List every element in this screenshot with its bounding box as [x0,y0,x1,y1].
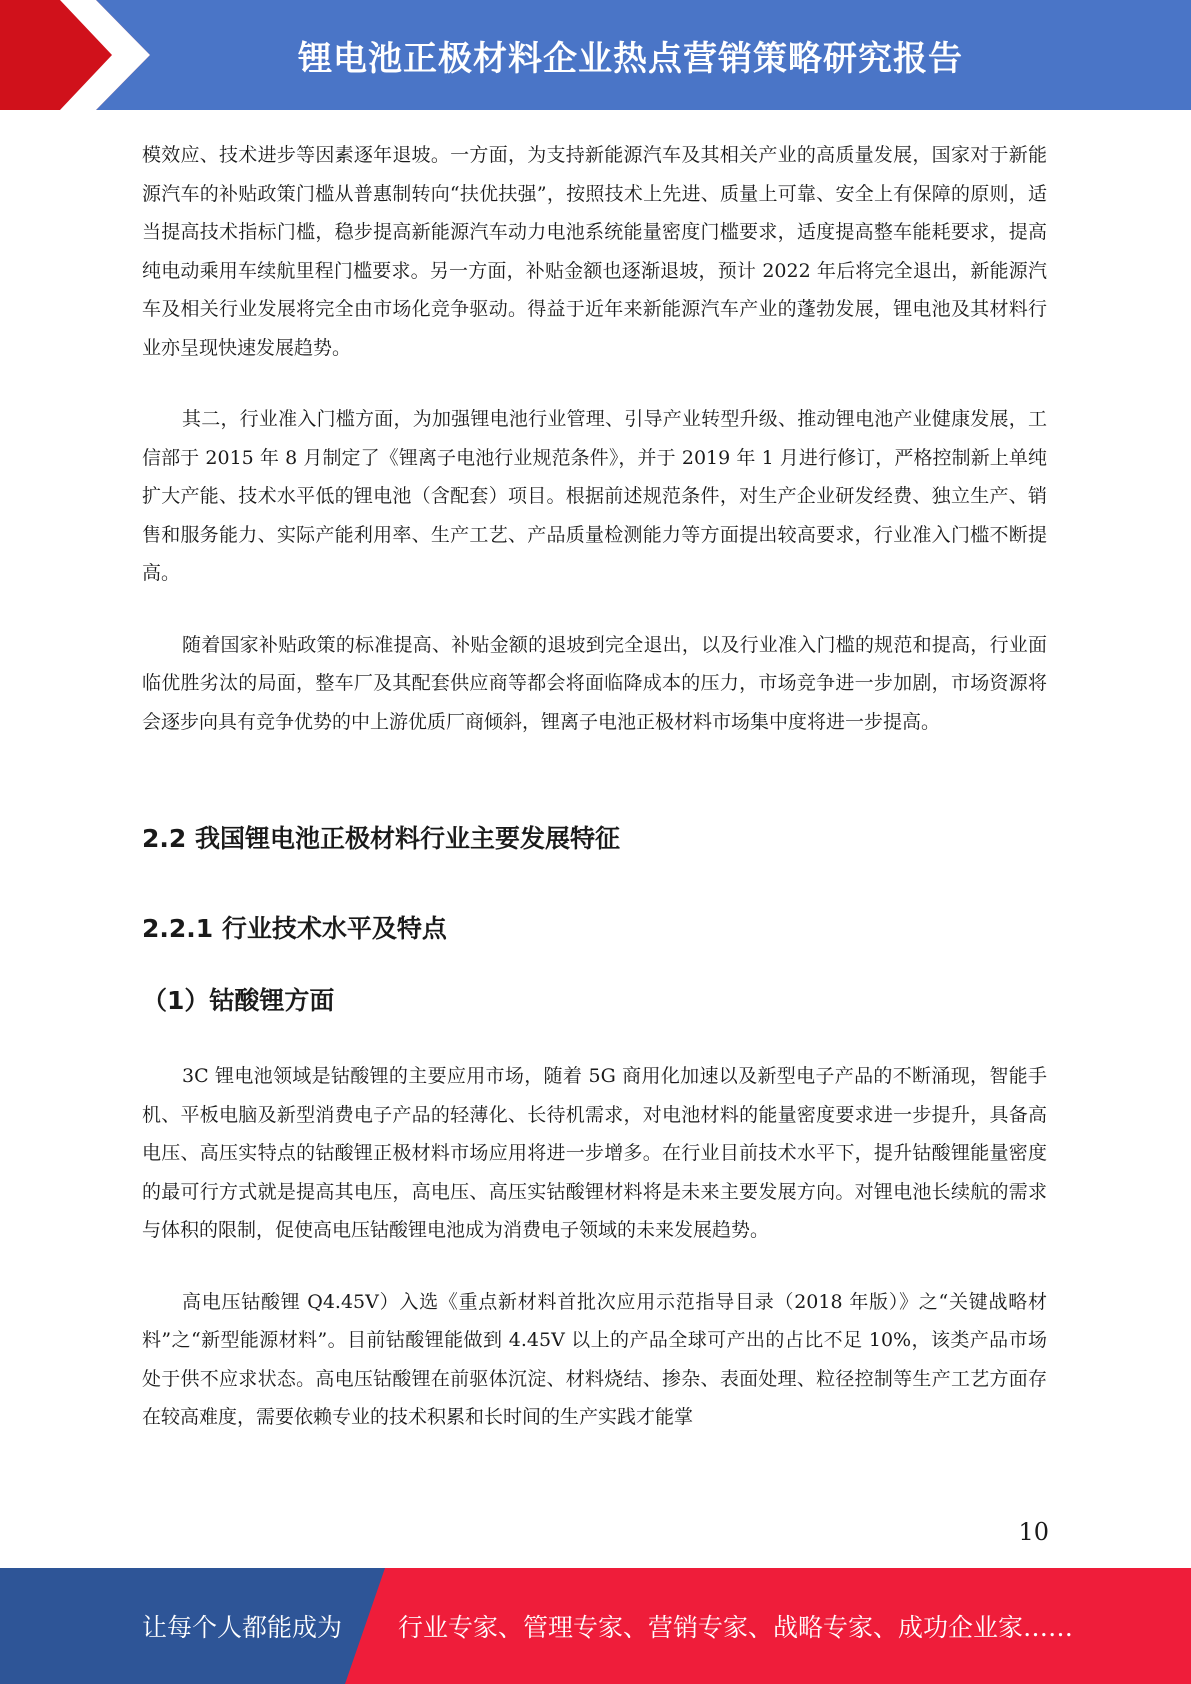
page-footer [0,1568,1191,1684]
paragraph-market-concentration: 随着国家补贴政策的标准提高、补贴金额的退坡到完全退出，以及行业准入门槛的规范和提高，行业面临优胜劣汰的局面，整车厂及其配套供应商等都会将面临降成本的压力，市场竞争进一步加剧，市场资源将会逐步向具有竞争优势的中上游优质厂商倾斜，锂离子电池正极材料市场集中度将进一步提高。 [142,633,1047,733]
page-number: 10 [1018,1518,1049,1546]
subsection-heading-lco: （1）钴酸锂方面 [142,986,335,1015]
footer-slogan-right: 行业专家、管理专家、营销专家、战略专家、成功企业家…… [398,1613,1074,1642]
header-title: 锂电池正极材料企业热点营销策略研究报告 [298,38,963,79]
footer-slogan-left: 让每个人都能成为 [142,1613,343,1642]
section-heading-2-2: 2.2 我国锂电池正极材料行业主要发展特征 [142,824,620,853]
paragraph-3c-battery: 3C 锂电池领域是钴酸锂的主要应用市场，随着 5G 商用化加速以及新型电子产品的不断涌现，智能手机、平板电脑及新型消费电子产品的轻薄化、长待机需求，对电池材料的能量密度要求进一步提升，具备高电压、高压实特点的钴酸锂正极材料市场应用将进一步增多。在行业目前技术水平下，提升钴酸锂能量密度的最可行方式就是提高其电压，高电压、高压实钴酸锂材料将是未来主要发展方向。对锂电池长续航的需求与体积的限制，促使高电压钴酸锂电池成为消费电子领域的未来发展趋势。 [142,1065,1047,1241]
page-header [0,0,1191,110]
paragraph-subsidy: 模效应、技术进步等因素逐年退坡。一方面，为支持新能源汽车及其相关产业的高质量发展，国家对于新能源汽车的补贴政策门槛从普惠制转向“扶优扶强”，按照技术上先进、质量上可靠、安全上有保障的原则，适当提高技术指标门槛，稳步提高新能源汽车动力电池系统能量密度门槛要求，适度提高整车能耗要求，提高纯电动乘用车续航里程门槛要求。另一方面，补贴金额也逐渐退坡，预计 2022 年后将完全退出，新能源汽车及相关行业发展将完全由市场化竞争驱动。得益于近年来新能源汽车产业的蓬勃发展，锂电池及其材料行业亦呈现快速发展趋势。 [142,144,1047,359]
section-heading-2-2-1: 2.2.1 行业技术水平及特点 [142,914,447,943]
paragraph-entry-threshold: 其二，行业准入门槛方面，为加强锂电池行业管理、引导产业转型升级、推动锂电池产业健康发展，工信部于 2015 年 8 月制定了《锂离子电池行业规范条件》，并于 2019 年 1 月进行修订，严格控制新上单纯扩大产能、技术水平低的锂电池（含配套）项目。根据前述规范条件，对生产企业研发经费、独立生产、销售和服务能力、实际产能利用率、生产工艺、产品质量检测能力等方面提出较高要求，行业准入门槛不断提高。 [142,408,1047,584]
paragraph-high-voltage-lco: 高电压钴酸锂 Q4.45V）入选《重点新材料首批次应用示范指导目录（2018 年版）》之“关键战略材料”之“新型能源材料”。目前钴酸锂能做到 4.45V 以上的产品全球可产出的占比不足 10%，该类产品市场处于供不应求状态。高电压钴酸锂在前驱体沉淀、材料烧结、掺杂、表面处理、粒径控制等生产工艺方面存在较高难度，需要依赖专业的技术积累和长时间的生产实践才能掌 [142,1290,1047,1428]
main-content [142,136,1047,1437]
